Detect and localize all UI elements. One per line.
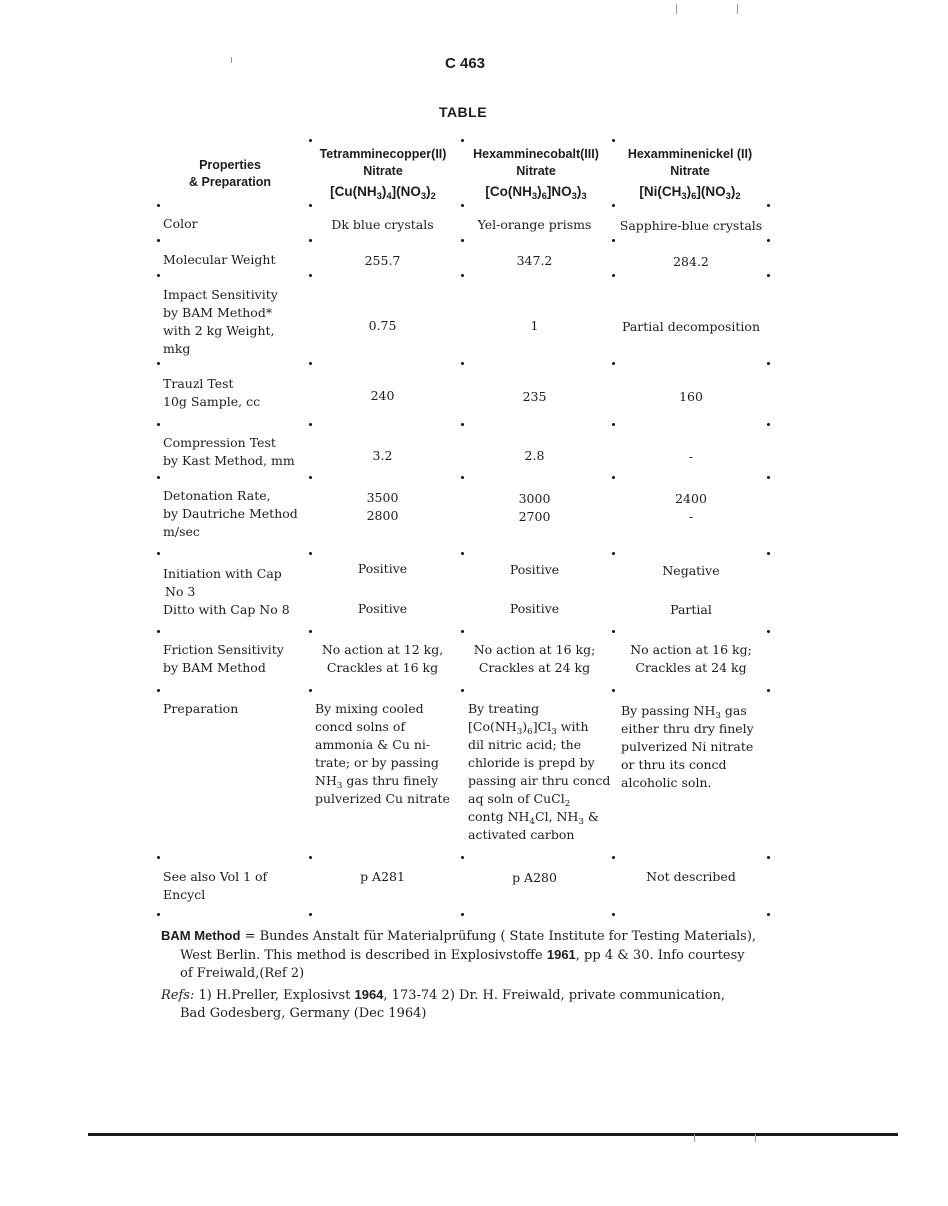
cell-mw-nickel: 284.2 <box>673 254 709 269</box>
grid-dot <box>309 139 312 142</box>
column-name: Hexamminecobalt(III) <box>473 147 599 161</box>
grid-dot <box>157 630 160 633</box>
grid-dot <box>612 239 615 242</box>
row-header-label <box>163 157 297 191</box>
grid-dot <box>612 139 615 142</box>
grid-dot <box>157 239 160 242</box>
grid-dot <box>767 689 770 692</box>
grid-dot <box>612 204 615 207</box>
grid-dot <box>461 204 464 207</box>
cell-initiation-cobalt: Positive Positive <box>509 562 560 616</box>
grid-dot <box>612 856 615 859</box>
cell-initiation-nickel: Negative Partial <box>662 563 720 617</box>
cell-impact-cobalt: 1 <box>530 318 539 333</box>
cell-detonation-nickel: 2400 - <box>675 491 707 524</box>
column-name: Tetramminecopper(II) <box>319 147 447 161</box>
grid-dot <box>461 630 464 633</box>
cell-trauzl-nickel: 160 <box>679 389 703 404</box>
grid-dot <box>612 362 615 365</box>
grid-dot <box>461 476 464 479</box>
cell-compression-cobalt: 2.8 <box>524 448 545 463</box>
row-label-preparation: Preparation <box>163 701 239 716</box>
grid-dot <box>461 423 464 426</box>
scan-mark <box>737 4 738 14</box>
grid-dot <box>309 423 312 426</box>
grid-dot <box>767 423 770 426</box>
grid-dot <box>157 362 160 365</box>
table-title: TABLE <box>438 104 488 120</box>
grid-dot <box>612 552 615 555</box>
grid-dot <box>309 552 312 555</box>
grid-dot <box>157 913 160 916</box>
grid-dot <box>461 913 464 916</box>
grid-dot <box>461 239 464 242</box>
grid-dot <box>612 913 615 916</box>
grid-dot <box>767 856 770 859</box>
cell-compression-nickel: - <box>688 449 694 464</box>
grid-dot <box>612 274 615 277</box>
cell-trauzl-copper: 240 <box>370 388 395 403</box>
grid-dot <box>612 423 615 426</box>
refs-label: Refs: <box>161 988 195 1003</box>
grid-dot <box>767 476 770 479</box>
row-label-see-also: See also Vol 1 of Encycl <box>163 869 268 902</box>
cell-mw-copper: 255.7 <box>364 253 401 268</box>
grid-dot <box>612 630 615 633</box>
row-label-impact-sensitivity: Impact Sensitivity by BAM Method* with 2 kg Weight, mkg <box>163 287 278 356</box>
cell-compression-copper: 3.2 <box>372 448 393 463</box>
row-label-molecular-weight: Molecular Weight <box>163 252 276 267</box>
grid-dot <box>157 476 160 479</box>
grid-dot <box>461 689 464 692</box>
bottom-rule <box>88 1133 898 1136</box>
grid-dot <box>767 913 770 916</box>
grid-dot <box>157 423 160 426</box>
cell-see-also-cobalt: p A280 <box>512 870 557 885</box>
scan-mark <box>755 1134 756 1142</box>
column-name-2: Nitrate <box>516 164 556 178</box>
footnote-references: Refs: 1) H.Preller, Explosivst 1964, 173-74 2) Dr. H. Freiwald, private communication, Bad Godesberg, Germany (Dec 1964) <box>161 987 726 1021</box>
cell-friction-cobalt: No action at 16 kg; Crackles at 24 kg <box>473 642 596 675</box>
grid-dot <box>157 552 160 555</box>
cell-impact-nickel: Partial decomposition <box>621 319 761 334</box>
page-number: C 463 <box>444 55 486 72</box>
scan-mark <box>676 4 677 14</box>
grid-dot <box>767 204 770 207</box>
cell-mw-cobalt: 347.2 <box>516 253 553 268</box>
cell-color-cobalt: Yel-orange prisms <box>477 217 592 232</box>
grid-dot <box>309 689 312 692</box>
cell-initiation-copper: Positive Positive <box>357 561 408 616</box>
scan-mark <box>694 1134 695 1142</box>
cell-friction-nickel: No action at 16 kg; Crackles at 24 kg <box>630 642 752 675</box>
footnote-bam: BAM Method = Bundes Anstalt für Materialprüfung ( State Institute for Testing Materials), West Berlin. This method is described in Explosivstoffe 1961, pp 4 & 30. Info courtesy of Freiwald,(Ref 2) <box>161 928 757 981</box>
row-header-line-1: Properties <box>199 158 261 172</box>
row-header-line-2: & Preparation <box>189 175 271 189</box>
grid-dot <box>612 476 615 479</box>
column-formula: $[Co(NH_3)_6]NO_3)_3$ <box>485 184 587 202</box>
scan-mark <box>231 57 232 63</box>
row-label-initiation: Initiation with Cap No 3 Ditto with Cap No 8 <box>163 566 290 617</box>
column-formula: $[Cu(NH_3)_4](NO_3)_2$ <box>330 184 436 202</box>
grid-dot <box>461 552 464 555</box>
grid-dot <box>309 204 312 207</box>
row-label-detonation-rate: Detonation Rate, by Dautriche Method m/sec <box>163 488 298 539</box>
grid-dot <box>461 856 464 859</box>
cell-see-also-nickel: Not described <box>646 869 736 884</box>
grid-dot <box>157 689 160 692</box>
column-name-2: Nitrate <box>363 164 403 178</box>
cell-friction-copper: No action at 12 kg, Crackles at 16 kg <box>321 642 444 675</box>
column-name: Hexamminenickel (II) <box>627 147 753 161</box>
row-label-trauzl-test: Trauzl Test 10g Sample, cc <box>163 376 261 409</box>
grid-dot <box>612 689 615 692</box>
grid-dot <box>157 204 160 207</box>
grid-dot <box>309 630 312 633</box>
cell-color-copper: Dk blue crystals <box>331 217 434 232</box>
grid-dot <box>309 476 312 479</box>
grid-dot <box>309 913 312 916</box>
column-header-nickel <box>610 146 770 200</box>
row-label-compression-test: Compression Test by Kast Method, mm <box>163 435 295 468</box>
grid-dot <box>767 552 770 555</box>
grid-dot <box>309 856 312 859</box>
cell-impact-copper: 0.75 <box>368 318 397 333</box>
column-name-2: Nitrate <box>670 164 710 178</box>
grid-dot <box>767 630 770 633</box>
column-formula: $[Ni(CH_3)_6](NO_3)_2$ <box>639 184 741 202</box>
column-header-cobalt <box>456 146 616 200</box>
cell-color-nickel: Sapphire-blue crystals <box>619 218 763 233</box>
row-label-friction-sensitivity: Friction Sensitivity by BAM Method <box>163 642 284 675</box>
cell-see-also-copper: p A281 <box>360 869 405 884</box>
column-header-copper <box>303 146 463 200</box>
grid-dot <box>309 274 312 277</box>
cell-preparation-cobalt: By treating $[Co(NH_3)_6]Cl_3$ with dil nitric acid; the chloride is prepd by passing air thru concd aq soln of CuCl$_2$ contg $NH_4Cl$, $NH_3$ & activated carbon <box>468 701 611 842</box>
cell-preparation-copper: By mixing cooled concd solns of ammonia & Cu ni- trate; or by passing $NH_3$ gas thru finely pulverized Cu nitrate <box>315 701 450 806</box>
footnote-bam-term: BAM Method <box>161 928 241 943</box>
grid-dot <box>157 856 160 859</box>
grid-dot <box>461 362 464 365</box>
grid-dot <box>461 139 464 142</box>
grid-dot <box>767 274 770 277</box>
cell-preparation-nickel: By passing $NH_3$ gas either thru dry finely pulverized Ni nitrate or thru its concd alcoholic soln. <box>621 703 754 790</box>
grid-dot <box>309 239 312 242</box>
cell-trauzl-cobalt: 235 <box>522 389 547 404</box>
grid-dot <box>767 239 770 242</box>
grid-dot <box>309 362 312 365</box>
grid-dot <box>157 274 160 277</box>
grid-dot <box>767 362 770 365</box>
cell-detonation-cobalt: 3000 2700 <box>518 491 551 524</box>
row-label-color: Color <box>163 216 198 231</box>
grid-dot <box>461 274 464 277</box>
cell-detonation-copper: 3500 2800 <box>366 490 399 523</box>
